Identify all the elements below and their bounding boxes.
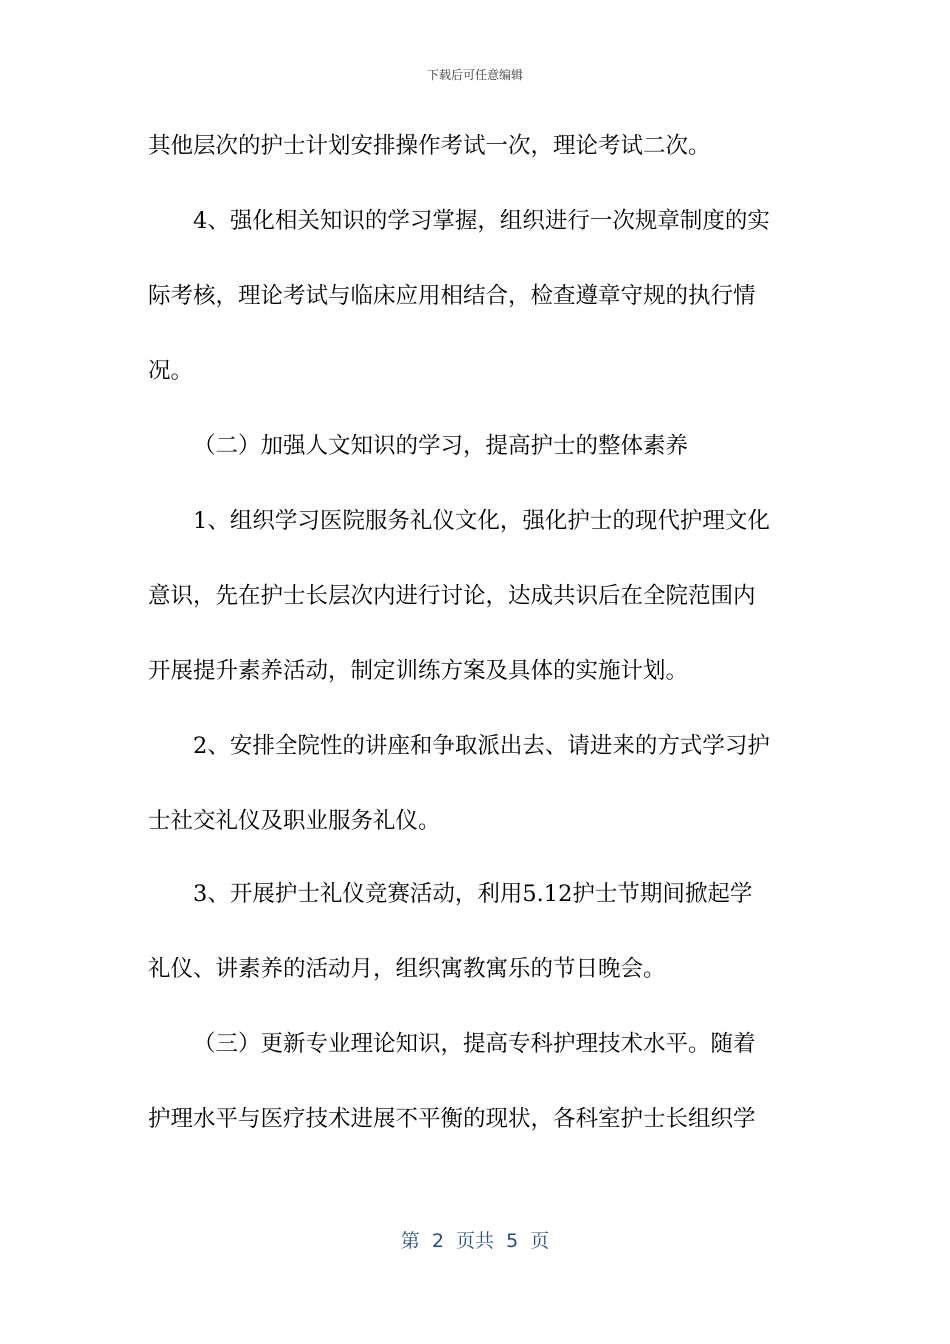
text-line: 1、组织学习医院服务礼仪文化，强化护士的现代护理文化 bbox=[193, 508, 770, 534]
section-heading: （二）加强人文知识的学习，提高护士的整体素养 bbox=[193, 433, 689, 459]
text-line: 2、安排全院性的讲座和争取派出去、请进来的方式学习护 bbox=[193, 733, 770, 759]
text-line: 意识，先在护士长层次内进行讨论，达成共识后在全院范围内 bbox=[148, 583, 756, 609]
text-line: 士社交礼仪及职业服务礼仪。 bbox=[148, 808, 441, 834]
text-line: 护理水平与医疗技术进展不平衡的现状，各科室护士长组织学 bbox=[148, 1106, 756, 1132]
text-line: 礼仪、讲素养的活动月，组织寓教寓乐的节日晚会。 bbox=[148, 956, 666, 982]
text-line: 3、开展护士礼仪竞赛活动，利用5.12护士节期间掀起学 bbox=[193, 881, 753, 907]
text-line: 际考核，理论考试与临床应用相结合，检查遵章守规的执行情 bbox=[148, 283, 756, 309]
text-line: 况。 bbox=[148, 358, 194, 384]
text-line: 其他层次的护士计划安排操作考试一次，理论考试二次。 bbox=[148, 133, 711, 159]
text-line: 开展提升素养活动，制定训练方案及具体的实施计划。 bbox=[148, 658, 689, 684]
text-line: 4、强化相关知识的学习掌握，组织进行一次规章制度的实 bbox=[193, 208, 770, 234]
page-number-footer: 第 2 页共 5 页 bbox=[400, 1230, 550, 1252]
page-header: 下载后可任意编辑 bbox=[426, 68, 523, 82]
section-heading: （三）更新专业理论知识，提高专科护理技术水平。随着 bbox=[193, 1031, 756, 1057]
